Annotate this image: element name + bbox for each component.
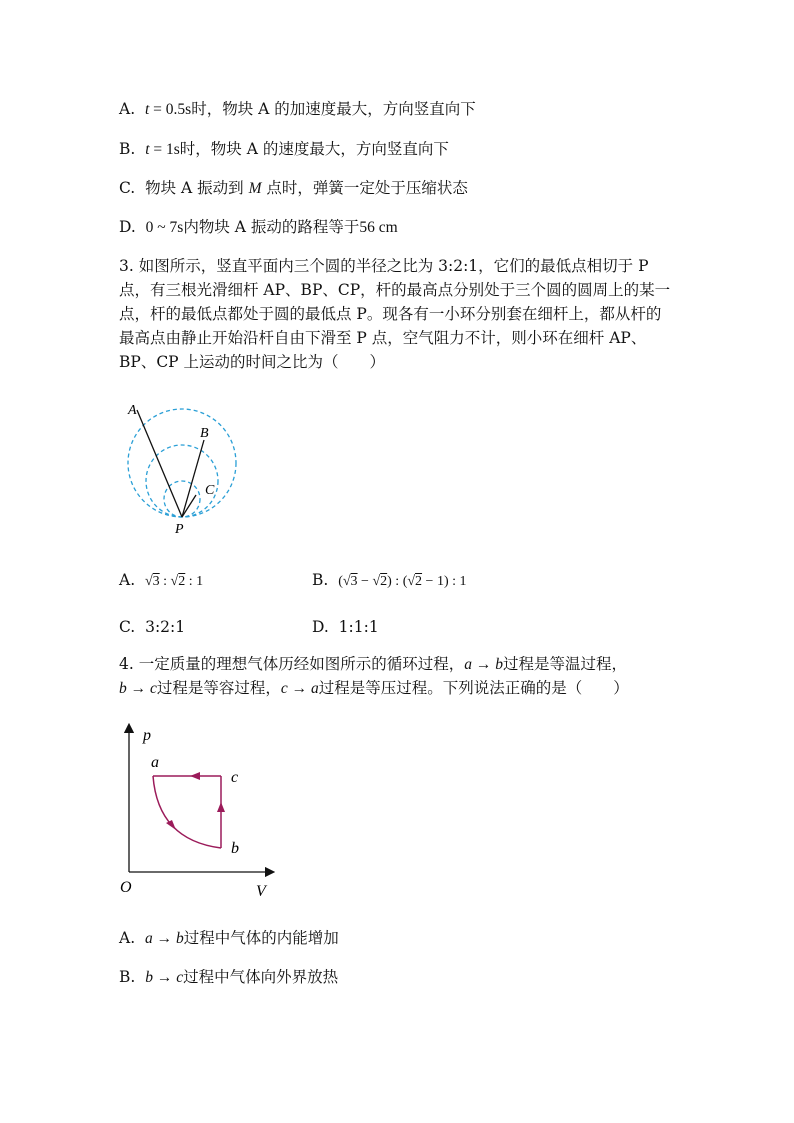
large-circle — [128, 409, 236, 517]
q2-option-c: C. 物块 A 振动到 M 点时，弹簧一定处于压缩状态 — [119, 179, 468, 197]
label-p: P — [175, 522, 184, 537]
arrow-ca — [190, 772, 200, 780]
label-b: B — [200, 426, 209, 441]
arrow-bc — [217, 802, 225, 812]
curve-a-to-b — [153, 776, 221, 848]
label-b-point: b — [231, 840, 239, 857]
label-origin: O — [120, 879, 132, 896]
q2-option-a: A. t = 0.5s时，物块 A 的加速度最大，方向竖直向下 — [119, 100, 476, 118]
q3-stem-line-1: 3. 如图所示，竖直平面内三个圆的半径之比为 3:2:1，它们的最低点相切于 P — [119, 257, 649, 275]
q3-stem-line-3: 点，杆的最低点都处于圆的最低点 P。现各有一小环分别套在细杆上，都从杆的 — [119, 305, 662, 323]
q3-stem-line-2: 点，有三根光滑细杆 AP、BP、CP，杆的最高点分别处于三个圆的圆周上的某一 — [119, 281, 671, 299]
q4-option-a: A. a → b过程中气体的内能增加 — [119, 929, 339, 947]
q3-circles-figure — [110, 395, 270, 540]
label-c-point: c — [231, 769, 239, 786]
q3-stem-line-4: 最高点由静止开始沿杆自由下滑至 P 点，空气阻力不计，则小环在细杆 AP、 — [119, 329, 647, 347]
q3-option-c: C. 3:2:1 — [119, 618, 186, 636]
rod-bp — [182, 440, 204, 517]
q2-option-d: D. 0 ~ 7s内物块 A 振动的路程等于56 cm — [119, 218, 398, 236]
arrow-ab — [166, 820, 176, 830]
q3-stem-line-5: BP、CP 上运动的时间之比为（ ） — [119, 353, 386, 371]
q2-option-b: B. t = 1s时，物块 A 的速度最大，方向竖直向下 — [119, 140, 449, 158]
q3-option-a: A. √3 : √2 : 1 — [119, 571, 204, 589]
label-c: C — [205, 483, 215, 498]
q4-pv-diagram — [110, 722, 280, 902]
label-p-axis: p — [143, 727, 151, 744]
q4-stem-line-1: 4. 一定质量的理想气体历经如图所示的循环过程，a → b过程是等温过程， — [119, 655, 627, 673]
q3-option-d: D. 1:1:1 — [312, 618, 379, 636]
q3-option-b: B. (√3 − √2) : (√2 − 1) : 1 — [312, 571, 467, 589]
label-a: A — [128, 403, 137, 418]
q4-option-b: B. b → c过程中气体向外界放热 — [119, 968, 339, 986]
label-v-axis: V — [256, 883, 266, 900]
rod-cp — [182, 495, 196, 517]
label-a-point: a — [151, 754, 159, 771]
q4-stem-line-2: b → c过程是等容过程，c → a过程是等压过程。下列说法正确的是（ ） — [119, 679, 629, 697]
